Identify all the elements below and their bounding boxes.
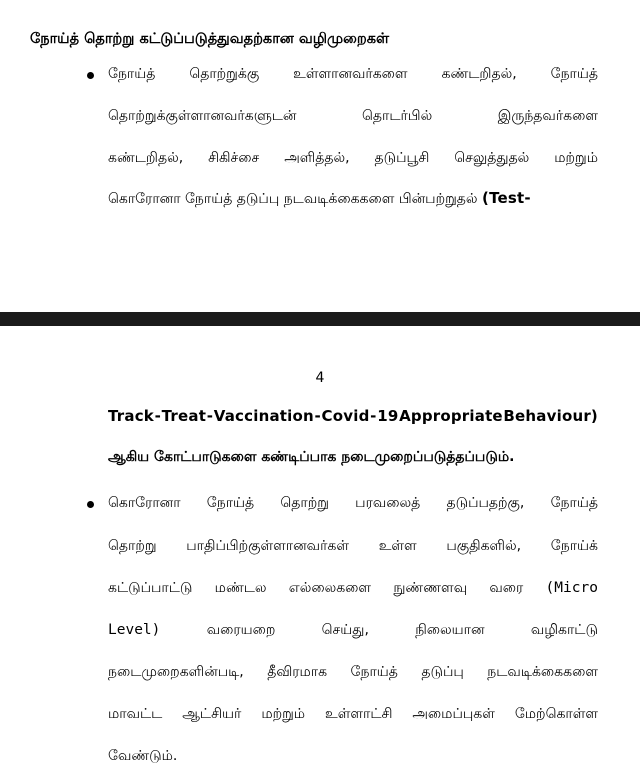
bullet2-line-4 <box>108 620 598 640</box>
word: வரையறை <box>206 622 276 638</box>
word: தொற்று <box>280 495 329 511</box>
word: செய்து, <box>321 622 369 638</box>
continued-tamil-line: ஆகிய கோட்பாடுகளை கண்டிப்பாக நடைமுறைப்படுத்தப்படும். <box>108 449 515 465</box>
bullet1-line-2 <box>108 106 598 126</box>
word: நுண்ணளவு <box>393 580 468 596</box>
word: தடுப்பு <box>421 664 464 680</box>
bullet2-line-1 <box>108 493 598 513</box>
word: மண்டல <box>214 580 267 596</box>
word: கொரோனா <box>108 495 181 511</box>
word: அளித்தல், <box>284 150 350 166</box>
word: கட்டுப்பாட்டு <box>108 580 193 596</box>
word: - <box>154 407 162 425</box>
word: நோய்த் <box>550 66 598 82</box>
bullet2-line-7: வேண்டும். <box>108 748 178 764</box>
word: வரை <box>489 580 524 596</box>
word: Treat <box>161 407 207 425</box>
word: Level) <box>108 622 161 638</box>
section-heading: நோய்த் தொற்று கட்டுப்படுத்துவதற்கான வழிமுறைகள் <box>30 31 390 47</box>
bullet1-line-4-english: (Test- <box>482 189 531 207</box>
word: கண்டறிதல், <box>441 66 517 82</box>
word: தீவிரமாக <box>267 664 328 680</box>
word: Vaccination <box>213 407 314 425</box>
word: உள்ளானவர்களை <box>293 66 408 82</box>
word: - <box>314 407 321 425</box>
word: நோய்த் <box>108 66 156 82</box>
word: மேற்கொள்ள <box>514 706 598 722</box>
word: - <box>370 407 377 425</box>
word: Appropriate <box>399 407 503 425</box>
word: நோய்த் <box>550 495 598 511</box>
bullet2-line-3 <box>108 578 598 598</box>
word: செலுத்துதல் <box>454 150 530 166</box>
word: கண்டறிதல், <box>108 150 184 166</box>
word: எல்லைகளை <box>288 580 372 596</box>
word: பாதிப்பிற்குள்ளானவர்கள் <box>186 538 349 554</box>
word: ஆட்சியர் <box>182 706 242 722</box>
bullet-point-2 <box>87 501 94 508</box>
word: நிலையான <box>415 622 485 638</box>
word: சிகிச்சை <box>208 150 260 166</box>
word: பகுதிகளில், <box>446 538 522 554</box>
word: உள்ளாட்சி <box>325 706 393 722</box>
word: தடுப்பதற்கு, <box>446 495 525 511</box>
page-number: 4 <box>315 370 325 386</box>
word: தொற்றுக்கு <box>189 66 260 82</box>
word: உள்ள <box>378 538 417 554</box>
word: - <box>206 407 214 425</box>
bullet2-line-5 <box>108 662 598 682</box>
word: (Micro <box>545 580 598 596</box>
word: வழிகாட்டு <box>530 622 598 638</box>
bullet1-line-3 <box>108 148 598 168</box>
word: Behaviour) <box>503 407 598 425</box>
continued-english-line <box>108 406 598 426</box>
bullet1-line-4-text: கொரோனா நோய்த் தடுப்பு நடவடிக்கைகளை பின்பற்றுதல் <box>108 191 478 207</box>
word: நோய்த் <box>206 495 255 511</box>
page-divider <box>0 312 640 326</box>
document-page-bottom <box>0 326 640 780</box>
word: தொற்று <box>108 538 157 554</box>
word: Track <box>108 407 154 425</box>
word: Covid <box>321 407 370 425</box>
word: பரவலைத் <box>355 495 421 511</box>
word: அமைப்புகள் <box>412 706 495 722</box>
word: மாவட்ட <box>108 706 163 722</box>
bullet1-line-4 <box>108 188 598 209</box>
word: நோய்க் <box>550 538 598 554</box>
bullet2-line-2 <box>108 536 598 556</box>
word: மற்றும் <box>554 150 598 166</box>
word: நடவடிக்கைகளை <box>487 664 598 680</box>
word: இருந்தவர்களை <box>497 108 598 124</box>
bullet2-line-6 <box>108 704 598 724</box>
word: தொடர்பில் <box>362 108 433 124</box>
word: தடுப்பூசி <box>374 150 430 166</box>
word: 19 <box>377 407 399 425</box>
word: மற்றும் <box>261 706 306 722</box>
word: நடைமுறைகளின்படி, <box>108 664 244 680</box>
bullet-point-1 <box>87 72 94 79</box>
word: நோய்த் <box>350 664 398 680</box>
word: தொற்றுக்குள்ளானவர்களுடன் <box>108 108 297 124</box>
document-page-top <box>0 0 640 312</box>
bullet1-line-1 <box>108 64 598 84</box>
